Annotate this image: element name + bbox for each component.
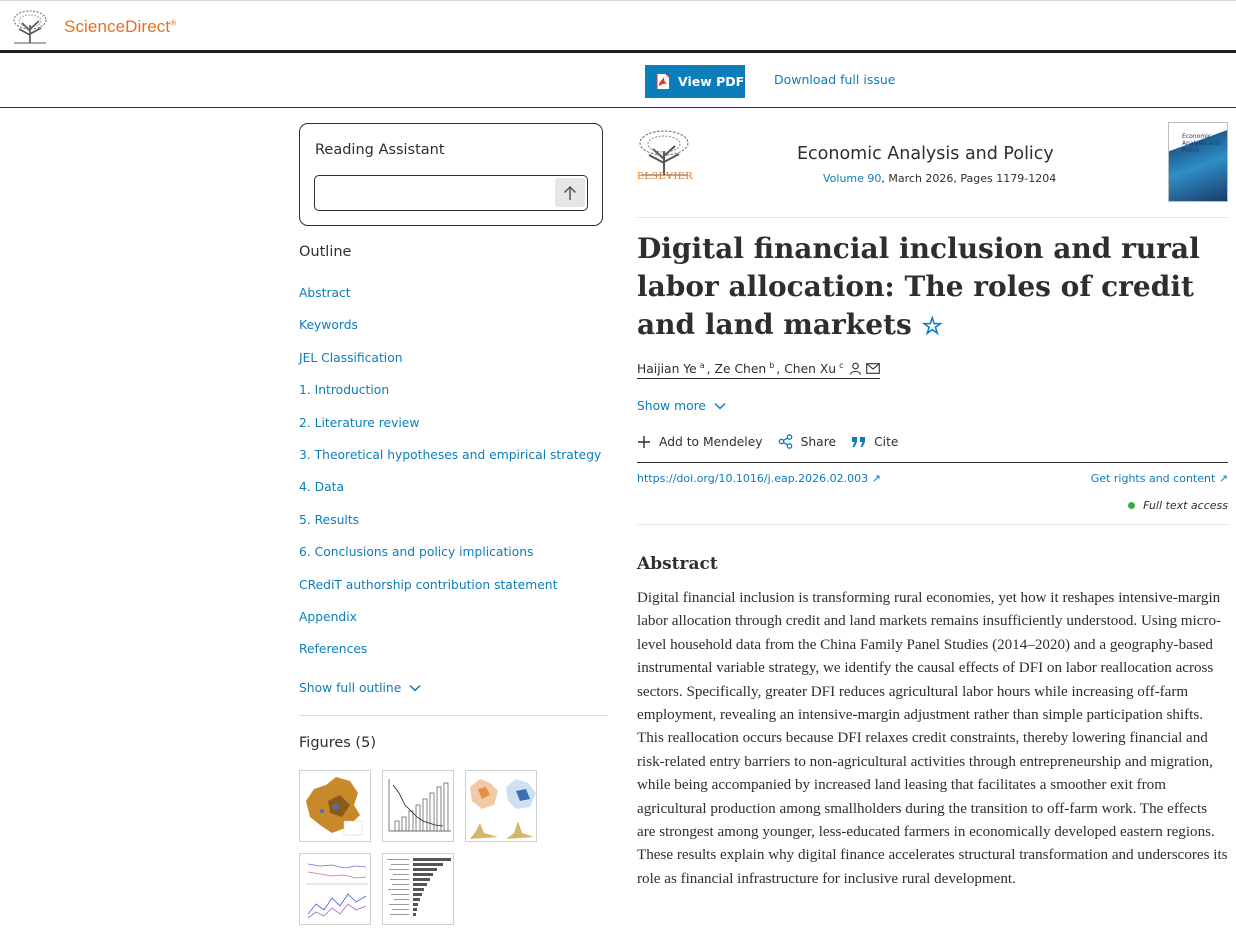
outline-item-conclusions[interactable]: 6. Conclusions and policy implications xyxy=(299,545,534,560)
add-to-mendeley-button[interactable] xyxy=(637,435,763,449)
view-pdf-label: View PDF xyxy=(678,74,745,89)
elsevier-wordmark: ELSEVIER xyxy=(637,171,694,182)
envelope-icon[interactable] xyxy=(866,363,880,374)
author-link[interactable]: Ze Chen $^b$ xyxy=(714,361,775,377)
abstract-heading: Abstract xyxy=(637,554,718,574)
outline-item-abstract[interactable]: Abstract xyxy=(299,286,351,300)
cover-title: Economic Analysis and Policy xyxy=(1182,133,1220,154)
cite-label: Cite xyxy=(874,434,899,449)
journal-title[interactable]: Economic Analysis and Policy xyxy=(797,144,1054,164)
reading-assistant-input[interactable] xyxy=(314,175,588,211)
article-actions xyxy=(637,434,913,449)
favorite-star-icon[interactable]: ☆ xyxy=(921,311,943,340)
divider xyxy=(299,715,608,716)
abstract-body: Digital financial inclusion is transforming rural economies, yet how it reshapes intensive-margin labor allocation through credit and land markets remains insufficiently understood. Using micro-level household data from the China Family Panel Studies (2014–2020) and a geography-based instrumental variable strategy, we identify the causal effects of DFI on labor reallocation across sectors. Specifically, greater DFI reduces agricultural labor hours while increasing off-farm employment, revealing an intensive-margin adjustment rather than simple participation shifts. This reallocation occurs because DFI relaxes credit constraints, thereby lowering financial and risk-related entry barriers to non-agricultural activities through entrepreneurship and migration, while being accompanied by increased land leasing that facilitates a smoother exit from agricultural production among smallholders during the transition to off-farm work. The effects are strongest among younger, less-educated farmers in economically developed eastern regions. These results explain why digital finance accelerates structural transformation and underscores its role as financial infrastructure for inclusive rural development. xyxy=(637,590,1228,887)
site-header xyxy=(0,0,1236,53)
bar-chart-thumbnail-icon xyxy=(383,854,454,925)
figure-thumbnail-5[interactable] xyxy=(382,853,454,925)
map-thumbnail-icon xyxy=(300,771,371,842)
volume-link[interactable]: Volume 90 xyxy=(823,172,882,185)
send-button[interactable] xyxy=(555,178,585,207)
figure-thumbnail-3[interactable] xyxy=(465,770,537,842)
journal-cover-image[interactable] xyxy=(1168,122,1228,202)
show-more-label: Show more xyxy=(637,399,706,413)
quote-icon xyxy=(851,436,866,448)
show-more-button[interactable] xyxy=(637,399,726,413)
pdf-icon xyxy=(656,73,670,90)
outline-heading: Outline xyxy=(299,244,352,260)
outline-item-jel[interactable]: JEL Classification xyxy=(299,350,403,365)
access-label: Full text access xyxy=(1143,499,1228,512)
share-label: Share xyxy=(800,434,837,449)
outline-item-appendix[interactable]: Appendix xyxy=(299,609,357,624)
show-full-outline-button[interactable] xyxy=(299,681,421,695)
article-toolbar xyxy=(0,53,1236,108)
outline-list xyxy=(299,282,601,671)
person-icon[interactable] xyxy=(849,362,862,375)
chevron-down-icon xyxy=(409,684,421,692)
share-button[interactable] xyxy=(778,434,837,449)
divider xyxy=(637,524,1228,525)
add-to-mendeley-label: Add to Mendeley xyxy=(659,434,763,449)
reading-assistant-panel xyxy=(299,123,603,226)
journal-issue-info xyxy=(823,172,1056,185)
access-status-dot-icon xyxy=(1128,502,1135,509)
outline-item-credit[interactable]: CRediT authorship contribution statement xyxy=(299,577,558,592)
show-full-outline-label: Show full outline xyxy=(299,681,402,695)
reading-assistant-title: Reading Assistant xyxy=(315,142,445,158)
figure-thumbnail-1[interactable] xyxy=(299,770,371,842)
article-title: Digital financial inclusion and rural labor allocation: The roles of credit and land markets ☆ xyxy=(637,232,1200,341)
figures-heading: Figures (5) xyxy=(299,735,376,751)
journal-header xyxy=(637,122,1228,218)
bar-chart-thumbnail-icon xyxy=(383,771,454,842)
plus-icon xyxy=(637,435,651,449)
external-link-icon: ↗ xyxy=(1218,472,1228,485)
share-icon xyxy=(778,434,793,449)
outline-item-data[interactable]: 4. Data xyxy=(299,480,345,495)
maps-thumbnail-icon xyxy=(466,771,537,842)
outline-item-hypotheses[interactable]: 3. Theoretical hypotheses and empirical strategy xyxy=(299,447,602,462)
outline-item-references[interactable]: References xyxy=(299,642,368,657)
author-link[interactable]: Haijian Ye $^a$ xyxy=(637,361,705,377)
get-rights-link[interactable]: Get rights and content ↗ xyxy=(1090,472,1228,485)
issue-details: , March 2026, Pages 1179-1204 xyxy=(881,172,1057,185)
cite-button[interactable] xyxy=(851,435,898,449)
download-full-issue-link[interactable]: Download full issue xyxy=(774,72,896,87)
sciencedirect-brand[interactable]: ScienceDirect® xyxy=(64,17,177,36)
line-chart-thumbnail-icon xyxy=(300,854,371,925)
outline-item-results[interactable]: 5. Results xyxy=(299,512,360,527)
author-list: Haijian Ye $^a$ , Ze Chen $^b$ , Chen Xu $^c$ xyxy=(637,361,880,379)
external-link-icon: ↗ xyxy=(871,472,881,485)
access-indicator xyxy=(1128,499,1228,512)
view-pdf-button[interactable] xyxy=(645,65,745,98)
outline-item-keywords[interactable]: Keywords xyxy=(299,318,358,333)
doi-link[interactable]: https://doi.org/10.1016/j.eap.2026.02.003 ↗ xyxy=(637,472,881,485)
elsevier-tree-logo-icon[interactable] xyxy=(10,9,50,45)
outline-item-introduction[interactable]: 1. Introduction xyxy=(299,383,390,398)
outline-item-literature-review[interactable]: 2. Literature review xyxy=(299,415,420,430)
divider xyxy=(637,462,1228,463)
author-link[interactable]: Chen Xu $^c$ xyxy=(784,361,844,377)
figure-thumbnail-4[interactable] xyxy=(299,853,371,925)
chevron-down-icon xyxy=(714,402,726,410)
arrow-up-icon xyxy=(563,185,577,201)
figure-thumbnail-2[interactable] xyxy=(382,770,454,842)
